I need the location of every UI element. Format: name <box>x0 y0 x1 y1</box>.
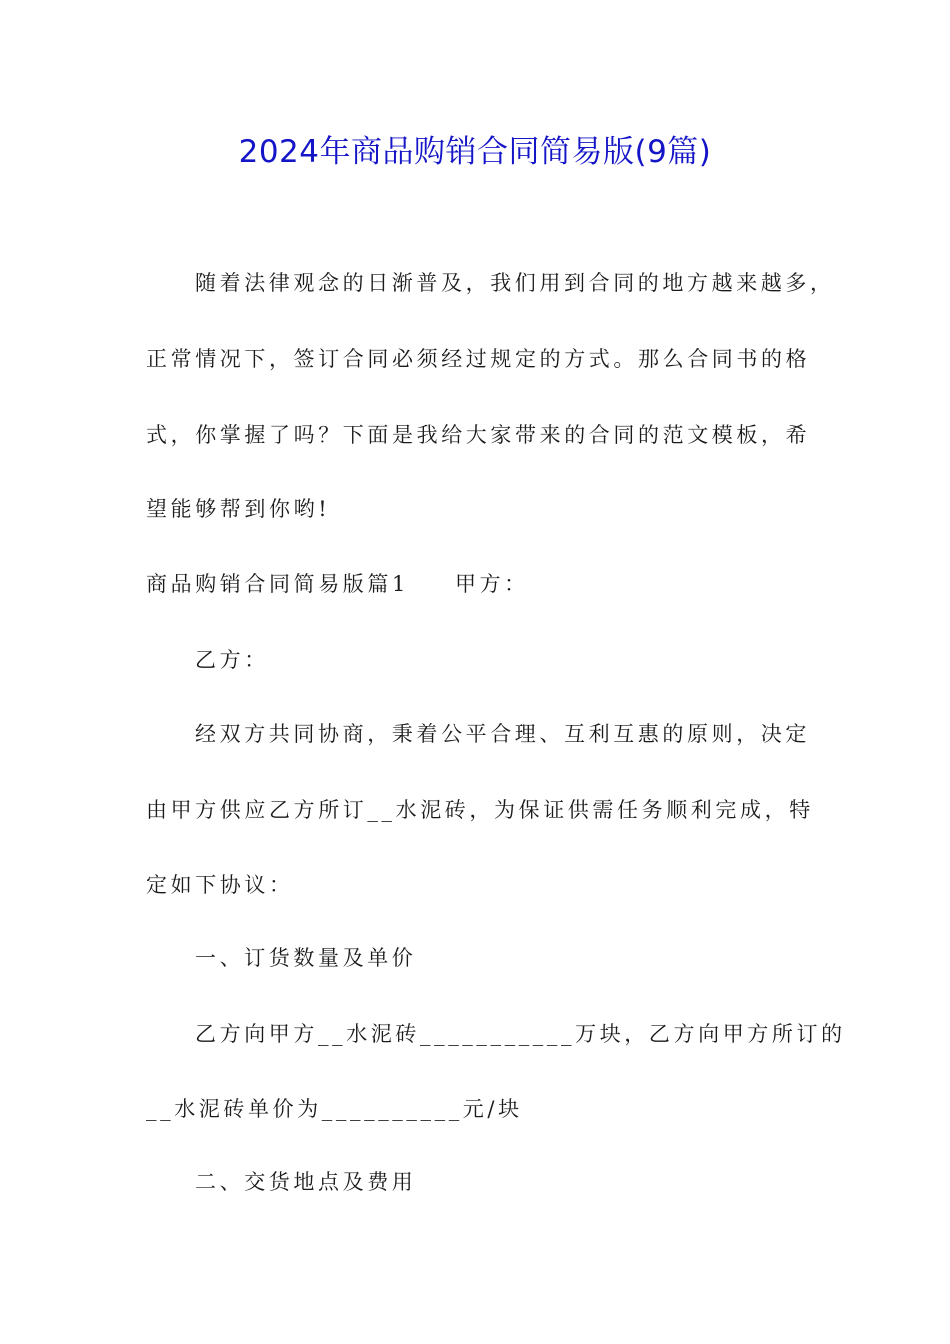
clause-1-line-1: 乙方向甲方__水泥砖___________万块，乙方向甲方所订的 <box>195 1022 846 1046</box>
clause-1-heading: 一、订货数量及单价 <box>195 946 417 970</box>
agreement-line-1: 经双方共同协商，秉着公平合理、互利互惠的原则，决定 <box>195 722 810 746</box>
intro-line-2: 正常情况下，签订合同必须经过规定的方式。那么合同书的格 <box>146 347 811 371</box>
document-title: 2024年商品购销合同简易版(9篇) <box>238 134 712 170</box>
party-b-label: 乙方： <box>195 648 269 672</box>
party-a-label: 甲方： <box>454 572 529 596</box>
clause-2-heading: 二、交货地点及费用 <box>195 1170 417 1194</box>
agreement-line-2: 由甲方供应乙方所订__水泥砖，为保证供需任务顺利完成，特 <box>146 798 814 822</box>
intro-line-4: 望能够帮到你哟! <box>146 497 331 521</box>
section-heading: 商品购销合同简易版篇1 <box>146 572 409 596</box>
clause-1-line-2: __水泥砖单价为__________元/块 <box>146 1097 523 1121</box>
section-heading-line <box>146 569 529 599</box>
agreement-line-3: 定如下协议： <box>146 873 294 897</box>
intro-line-1: 随着法律观念的日渐普及，我们用到合同的地方越来越多， <box>195 271 835 295</box>
intro-line-3: 式，你掌握了吗？下面是我给大家带来的合同的范文模板，希 <box>146 423 811 447</box>
